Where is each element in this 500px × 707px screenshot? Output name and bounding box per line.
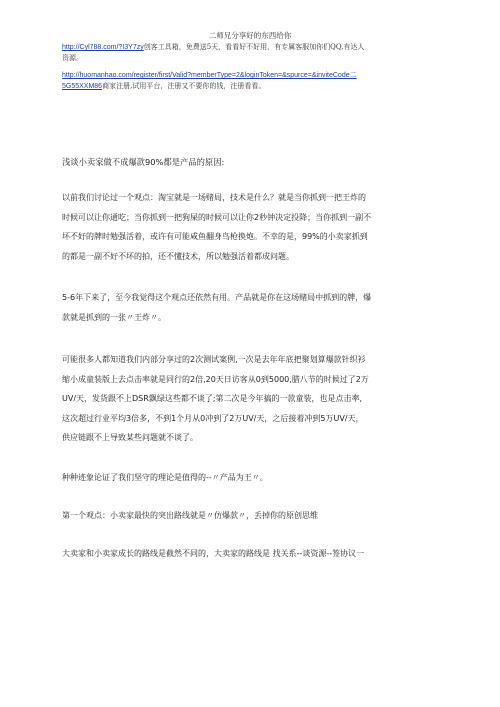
promo-block-1: [62, 42, 442, 64]
article-heading: 浅谈小卖家做不成爆款90%都是产品的原因:: [62, 157, 225, 167]
paragraph-line: 供应链跟不上导致某些问题就不谈了。: [62, 433, 198, 442]
promo-block-2: [62, 70, 442, 92]
promo-link[interactable]: 5G55XXM86: [62, 83, 103, 90]
paragraph-line: 时候可以让你通吃；当你抓到一把狗屎的时候可以让你2秒钟决定投降；当你抓到一副不: [62, 212, 372, 222]
paragraph-line: 款就是抓到的一张〃王炸〃。: [62, 312, 166, 322]
paragraph-line: 这次超过行业平均3倍多，不到1个月从0冲到了2万UV/天，之后接着冲到5万UV/天，: [62, 413, 364, 423]
paragraph-line: 可能很多人都知道我们内部分享过的2次测试案例,一次是去年年底把聚划算爆款针织衫: [62, 355, 366, 364]
promo-text: 商家注册,试用平台，注册又不要你的钱，注册看看。: [102, 82, 266, 90]
paragraph-line: 种种迹象论证了我们坚守的理论是值得的--〃产品为王〃。: [62, 473, 268, 482]
paragraph: [62, 506, 444, 526]
paragraph-line: 的都是一副不好不坏的拍，还不懂技术，所以勉强活着都成问题。: [62, 251, 294, 261]
page-title: 二师兄分享好的东西给你: [208, 31, 292, 40]
paragraph: [62, 544, 444, 564]
promo-text: 创客工具箱，免费送5天，看看好不好用，有专属客服加你们QQ,有达人: [143, 43, 365, 51]
paragraph-line: 第一个观点：小卖家最快的突出路线就是〃仿爆款〃，丢掉你的原创思维: [62, 511, 318, 520]
paragraph-line: UV/天，发货跟不上DSR飘绿这些都不谈了;第二次是今年搞的一款童装，也是点击率,: [62, 394, 363, 403]
paragraph-line: 5-6年下来了，至今我觉得这个观点还依然有用。产品就是你在这场赌局中抓到的牌，爆: [62, 293, 372, 302]
paragraph: [62, 288, 444, 327]
paragraph-line: 缩小成童装版上去点击率就是同行的2倍,20天日访客从0到5000,腊八节的时候过了2万: [62, 374, 369, 384]
paragraph: [62, 468, 444, 488]
paragraph-line: 大卖家和小卖家成长的路线是截然不同的，大卖家的路线是 找关系--谈资源--签协议一: [62, 549, 365, 558]
paragraph: [62, 350, 444, 448]
promo-link[interactable]: http://Cyl788.com/?I3Y7zy: [62, 44, 144, 51]
promo-text: 资源。: [62, 54, 83, 62]
promo-link[interactable]: http://huomanhao.com/register/first/Valid?memberType=2&loginToken=&spurce=&inviteCode二: [62, 72, 357, 79]
promo-line: [62, 53, 442, 64]
paragraph: [62, 188, 444, 266]
paragraph-line: 以前我们讨论过一个观点：淘宝就是一场赌局，技术是什么？就是当你抓到一把王炸的: [62, 193, 366, 202]
paragraph-line: 坏不好的牌时勉强活着，或许有可能咸鱼翻身鸟枪换炮。不幸的是，99%的小卖家抓到: [62, 232, 368, 241]
promo-line: [62, 81, 442, 92]
promo-line: [62, 42, 442, 53]
promo-line: [62, 70, 442, 81]
